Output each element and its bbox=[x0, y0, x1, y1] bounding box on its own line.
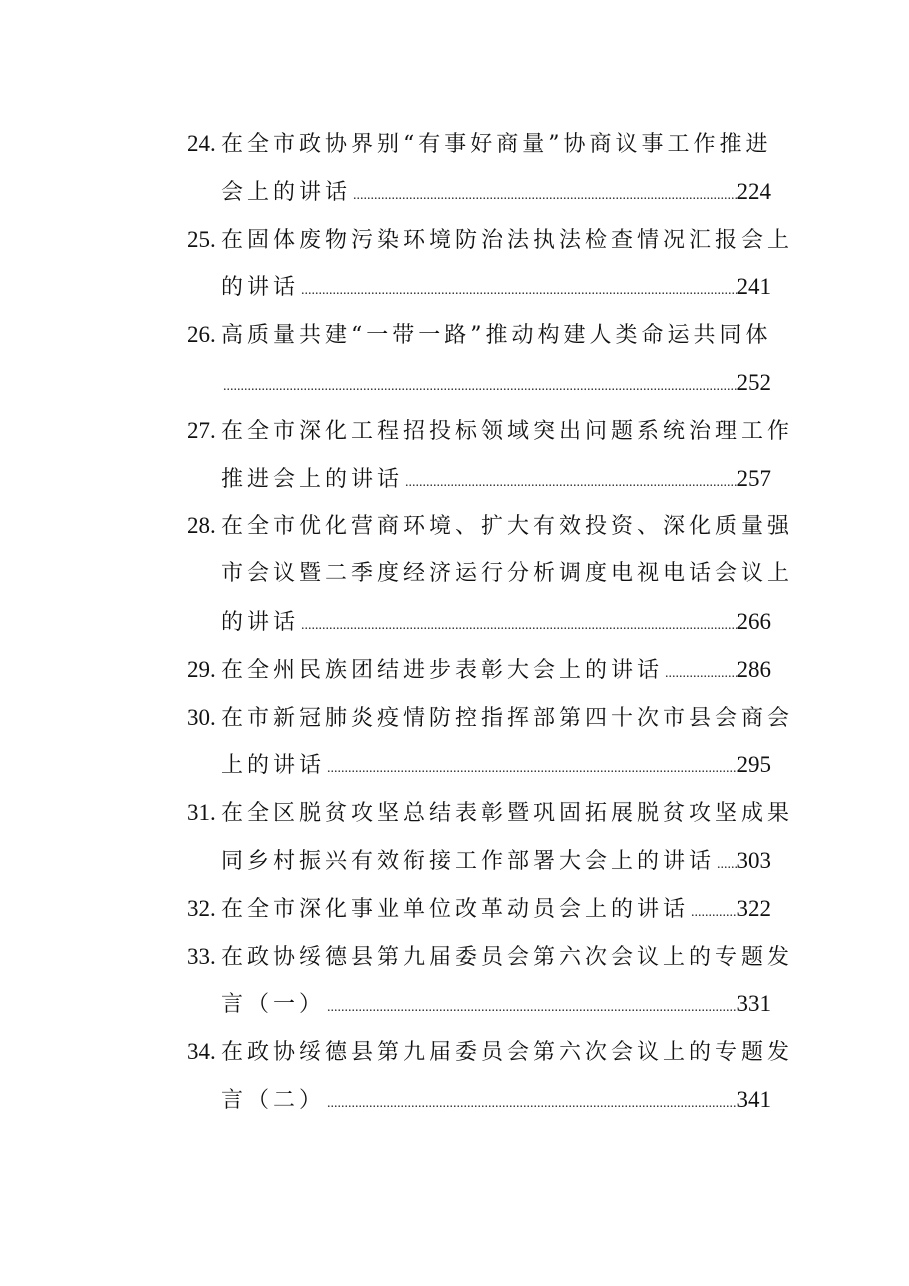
toc-page-number: 286 bbox=[736, 656, 771, 682]
toc-entry-title: 在政协绥德县第九届委员会第六次会议上的专题发 bbox=[221, 1040, 794, 1066]
toc-entry-line bbox=[187, 933, 794, 981]
toc-entry-number: 28. bbox=[187, 513, 216, 539]
toc-leader-dots bbox=[717, 841, 736, 889]
toc-entry-title: 言（二） bbox=[221, 1087, 326, 1113]
toc-entry[interactable] bbox=[187, 646, 771, 694]
toc-leader-dots bbox=[405, 459, 736, 507]
toc-entry-number: 34. bbox=[187, 1039, 216, 1065]
toc-leader-dots bbox=[327, 984, 736, 1032]
table-of-contents bbox=[187, 120, 794, 1124]
toc-entry-line bbox=[187, 216, 794, 264]
toc-entry-number: 26. bbox=[187, 322, 216, 348]
toc-entry[interactable] bbox=[187, 120, 771, 216]
toc-entry-number: 31. bbox=[187, 800, 216, 826]
toc-entry-number: 32. bbox=[187, 895, 216, 921]
toc-leader-dots bbox=[301, 267, 736, 315]
toc-entry-number: 33. bbox=[187, 943, 216, 969]
toc-leader-dots bbox=[327, 1080, 736, 1128]
toc-entry-title: 上的讲话 bbox=[221, 753, 326, 779]
toc-entry-title: 在全州民族团结进步表彰大会上的讲话 bbox=[221, 657, 664, 683]
toc-entry-line bbox=[187, 550, 794, 598]
toc-entry-title: 在全市深化事业单位改革动员会上的讲话 bbox=[221, 896, 690, 922]
toc-leader-dots bbox=[691, 889, 736, 937]
toc-page-number: 331 bbox=[736, 991, 771, 1017]
toc-entry-line bbox=[187, 598, 771, 646]
toc-leader-dots bbox=[665, 650, 736, 698]
toc-entry-number: 27. bbox=[187, 417, 216, 443]
toc-entry-line bbox=[187, 741, 771, 789]
toc-entry-line bbox=[187, 168, 771, 216]
toc-leader-dots bbox=[353, 172, 736, 220]
toc-entry-line bbox=[187, 980, 771, 1028]
toc-page-number: 257 bbox=[736, 465, 771, 491]
toc-entry-number: 29. bbox=[187, 656, 216, 682]
toc-entry[interactable] bbox=[187, 933, 794, 1029]
toc-entry-title: 会上的讲话 bbox=[221, 179, 352, 205]
toc-entry-number: 25. bbox=[187, 226, 216, 252]
toc-page-number: 295 bbox=[736, 752, 771, 778]
toc-entry-line bbox=[187, 1028, 794, 1076]
toc-entry[interactable] bbox=[187, 407, 794, 503]
toc-entry[interactable] bbox=[187, 789, 794, 885]
toc-entry-line bbox=[187, 407, 794, 455]
toc-entry-line bbox=[187, 1076, 771, 1124]
toc-leader-dots bbox=[327, 745, 736, 793]
toc-entry-line bbox=[187, 646, 771, 694]
toc-entry-title: 在全市深化工程招投标领域突出问题系统治理工作 bbox=[221, 418, 794, 444]
toc-entry-title: 推进会上的讲话 bbox=[221, 466, 404, 492]
toc-page-number: 266 bbox=[736, 608, 771, 634]
toc-entry-line bbox=[187, 263, 771, 311]
toc-entry-title: 在市新冠肺炎疫情防控指挥部第四十次市县会商会 bbox=[221, 705, 794, 731]
toc-entry[interactable] bbox=[187, 1028, 794, 1124]
toc-entry-line bbox=[187, 837, 771, 885]
toc-entry-line bbox=[187, 502, 794, 550]
toc-entry[interactable] bbox=[187, 311, 771, 407]
toc-entry[interactable] bbox=[187, 216, 794, 312]
toc-entry-number: 30. bbox=[187, 704, 216, 730]
toc-entry-line bbox=[187, 120, 771, 168]
toc-page-number: 224 bbox=[736, 178, 771, 204]
toc-entry-title: 的讲话 bbox=[221, 609, 300, 635]
toc-page-number: 303 bbox=[736, 847, 771, 873]
toc-leader-dots bbox=[223, 363, 737, 411]
toc-page-number: 241 bbox=[736, 274, 771, 300]
toc-entry-line bbox=[187, 311, 771, 359]
toc-entry-line bbox=[187, 885, 771, 933]
toc-entry-title: 同乡村振兴有效衔接工作部署大会上的讲话 bbox=[221, 848, 716, 874]
toc-leader-dots bbox=[301, 602, 736, 650]
toc-entry-title: 在全市优化营商环境、扩大有效投资、深化质量强 bbox=[221, 514, 794, 540]
toc-page-number: 252 bbox=[736, 369, 771, 395]
toc-entry-line bbox=[187, 359, 771, 407]
toc-entry-title: 在全市政协界别“有事好商量”协商议事工作推进 bbox=[221, 132, 772, 157]
toc-entry-title: 在全区脱贫攻坚总结表彰暨巩固拓展脱贫攻坚成果 bbox=[221, 801, 794, 827]
toc-entry[interactable] bbox=[187, 885, 771, 933]
toc-entry[interactable] bbox=[187, 694, 794, 790]
toc-entry-title: 的讲话 bbox=[221, 275, 300, 301]
toc-entry[interactable] bbox=[187, 502, 794, 645]
toc-entry-title: 高质量共建“一带一路”推动构建人类命运共同体 bbox=[221, 323, 772, 349]
toc-page-number: 341 bbox=[736, 1086, 771, 1112]
toc-entry-title: 市会议暨二季度经济运行分析调度电视电话会议上 bbox=[221, 561, 794, 587]
toc-entry-title: 在政协绥德县第九届委员会第六次会议上的专题发 bbox=[221, 944, 794, 970]
toc-entry-line bbox=[187, 455, 771, 503]
toc-entry-line bbox=[187, 694, 794, 742]
toc-entry-title: 在固体废物污染环境防治法执法检查情况汇报会上 bbox=[221, 227, 794, 253]
toc-entry-line bbox=[187, 789, 794, 837]
toc-page-number: 322 bbox=[736, 895, 771, 921]
toc-entry-number: 24. bbox=[187, 131, 216, 156]
toc-entry-title: 言（一） bbox=[221, 992, 326, 1018]
